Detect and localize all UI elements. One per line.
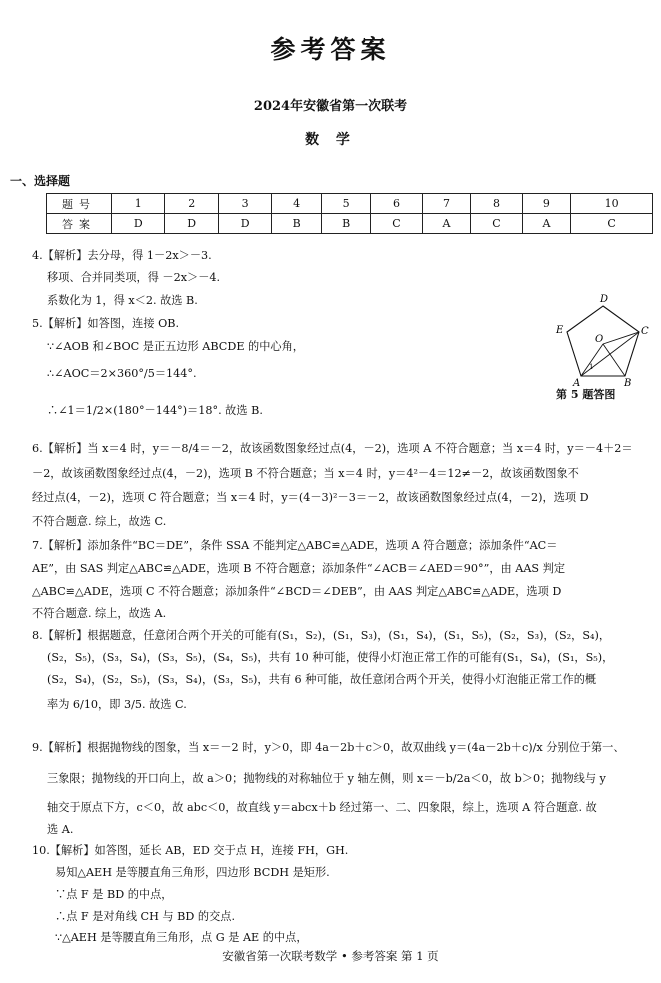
table-cell: B	[272, 214, 321, 234]
row-label-number: 题号	[47, 194, 112, 214]
segment-oc	[603, 332, 639, 344]
table-row	[47, 214, 653, 234]
table-cell: 4	[272, 194, 321, 214]
label-a: A	[573, 378, 581, 389]
q9-line-3: 轴交于原点下方，c＜0，故 abc＜0，故直线 y＝abcx＋b 经过第一、二、四象限，综上，选项 A 符合题意. 故	[47, 801, 597, 814]
q4-line-2: 移项、合并同类项，得 －2x＞－4.	[47, 271, 221, 284]
row-label-answer: 答案	[47, 214, 112, 234]
section-heading: 一、选择题	[10, 174, 71, 188]
pentagon-figure	[553, 292, 653, 400]
q6-line-3: 经过点(4，－2)，选项 C 符合题意；当 x＝4 时，y＝(4－3)²－3＝－2，故该函数图象经过点(4，－2)，选项 D	[32, 491, 589, 504]
q7-line-2: AE”，由 SAS 判定△ABC≌△ADE，选项 B 不符合题意；添加条件“∠ACB＝∠AED＝90°”，由 AAS 判定	[32, 562, 566, 575]
q4-line-3: 系数化为 1，得 x＜2. 故选 B.	[47, 294, 198, 307]
q8-line-1: 8.【解析】根据题意，任意闭合两个开关的可能有(S₁，S₂)，(S₁，S₃)，(S₁，S₄)，(S₁，S₅)，(S₂，S₃)，(S₂，S₄)，	[32, 629, 611, 642]
table-cell: 1	[112, 194, 165, 214]
q10-line-1: 10.【解析】如答图，延长 AB，ED 交于点 H，连接 FH，GH.	[32, 844, 349, 857]
q5-line-3: ∴∠AOC＝2×360°/5＝144°.	[47, 367, 197, 380]
q9-line-1: 9.【解析】根据抛物线的图象，当 x＝－2 时，y＞0，即 4a－2b＋c＞0，故双曲线 y＝(4a－2b＋c)/x 分别位于第一、	[32, 741, 625, 754]
table-cell: A	[422, 214, 471, 234]
label-d: D	[600, 294, 609, 305]
segment-oa	[581, 344, 603, 376]
q5-line-4: ∴∠1＝1/2×(180°－144°)＝18°. 故选 B.	[47, 404, 263, 417]
answer-table	[46, 193, 653, 234]
q6-line-4: 不符合题意. 综上，故选 C.	[32, 515, 167, 528]
q7-line-3: △ABC≌△ADE，选项 C 不符合题意；添加条件“∠BCD＝∠DEB”，由 AAS 判定△ABC≌△ADE，选项 D	[32, 585, 562, 598]
figure-caption: 第 5 题答图	[556, 388, 616, 401]
table-cell: 2	[165, 194, 218, 214]
table-cell: 8	[471, 194, 522, 214]
q6-line-2: －2，故该函数图象经过点(4，－2)，选项 B 不符合题意；当 x＝4 时，y＝4²－4＝12≠－2，故该函数图象不	[32, 467, 579, 480]
table-cell: 3	[218, 194, 271, 214]
table-cell: D	[218, 214, 271, 234]
label-e: E	[556, 325, 564, 336]
q8-line-4: 率为 6/10，即 3/5. 故选 C.	[47, 698, 187, 711]
q5-line-1: 5.【解析】如答图，连接 OB.	[32, 317, 180, 330]
q8-line-2: (S₂，S₅)，(S₃，S₄)，(S₃，S₅)，(S₄，S₅)，共有 10 种可能，使得小灯泡正常工作的可能有(S₁，S₄)，(S₁，S₅)，	[47, 651, 614, 664]
q8-line-3: (S₂，S₄)，(S₂，S₅)，(S₃，S₄)，(S₃，S₅)，共有 6 种可能，故任意闭合两个开关，使得小灯泡能正常工作的概	[47, 673, 597, 686]
label-b: B	[624, 378, 632, 389]
table-cell: 6	[371, 194, 422, 214]
table-cell: A	[522, 214, 571, 234]
subject-heading: 数 学	[305, 132, 356, 148]
segment-ob	[603, 344, 625, 376]
table-cell: 10	[571, 194, 653, 214]
table-cell: D	[112, 214, 165, 234]
q4-line-1: 4.【解析】去分母，得 1－2x＞－3.	[32, 249, 212, 262]
table-cell: D	[165, 214, 218, 234]
q9-line-2: 三象限；抛物线的开口向上，故 a＞0；抛物线的对称轴位于 y 轴左侧，则 x＝－b/2a＜0，故 b＞0；抛物线与 y	[47, 772, 606, 785]
q7-line-4: 不符合题意. 综上，故选 A.	[32, 607, 167, 620]
label-c: C	[641, 326, 649, 337]
q5-line-2: ∵∠AOB 和∠BOC 是正五边形 ABCDE 的中心角，	[47, 340, 304, 353]
table-cell: 7	[422, 194, 471, 214]
q7-line-1: 7.【解析】添加条件“BC＝DE”，条件 SSA 不能判定△ABC≌△ADE，选项 A 符合题意；添加条件“AC＝	[32, 539, 558, 552]
table-cell: 9	[522, 194, 571, 214]
q10-line-2: 易知△AEH 是等腰直角三角形，四边形 BCDH 是矩形.	[55, 866, 330, 879]
table-cell: B	[321, 214, 370, 234]
table-cell: C	[571, 214, 653, 234]
table-row	[47, 194, 653, 214]
q6-line-1: 6.【解析】当 x＝4 时，y＝－8/4＝－2，故该函数图象经过点(4，－2)，选项 A 不符合题意；当 x＝4 时，y＝－4＋2＝	[32, 442, 633, 455]
exam-subtitle: 2024年安徽省第一次联考	[253, 99, 408, 114]
q9-line-4: 选 A.	[47, 823, 74, 836]
q10-line-4: ∴点 F 是对角线 CH 与 BD 的交点.	[55, 910, 236, 923]
table-cell: 5	[321, 194, 370, 214]
page-footer: 安徽省第一次联考数学 • 参考答案 第 1 页	[222, 949, 439, 963]
page-title: 参考答案	[270, 35, 391, 64]
table-cell: C	[371, 214, 422, 234]
table-cell: C	[471, 214, 522, 234]
q10-line-3: ∵点 F 是 BD 的中点，	[55, 888, 173, 901]
q10-line-5: ∵△AEH 是等腰直角三角形，点 G 是 AE 的中点，	[55, 931, 308, 944]
label-o: O	[595, 334, 604, 345]
label-angle-1: 1	[589, 363, 594, 371]
